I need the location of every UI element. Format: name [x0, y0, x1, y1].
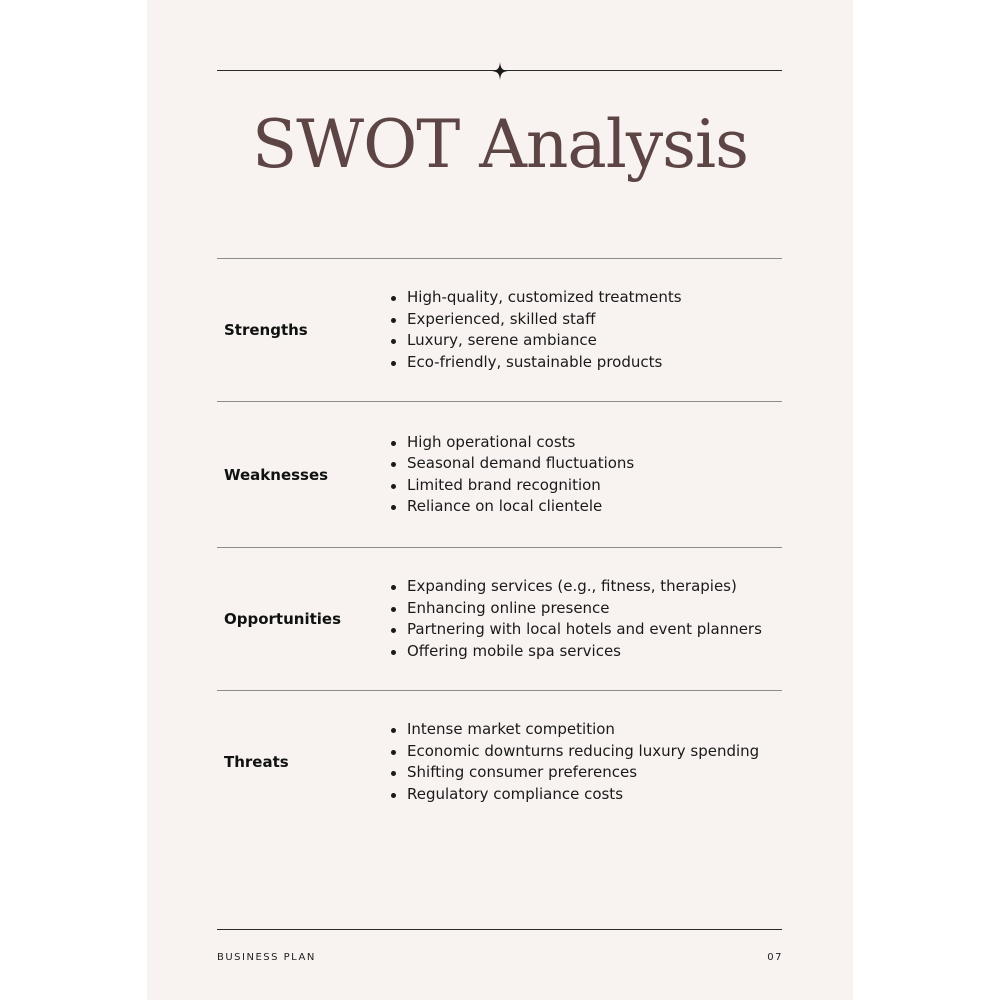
four-point-star-icon [492, 62, 508, 80]
bullet-icon [391, 728, 396, 733]
page-number: 07 [767, 952, 783, 963]
swot-row-opportunities [217, 547, 782, 690]
list-item [387, 576, 762, 598]
list-item-text: Partnering with local hotels and event planners [407, 620, 762, 638]
list-item [387, 475, 634, 497]
bullet-icon [391, 441, 396, 446]
bullet-icon [391, 793, 396, 798]
list-item-text: Luxury, serene ambiance [407, 331, 597, 349]
list-item [387, 762, 759, 784]
list-item-text: Limited brand recognition [407, 475, 601, 494]
row-label: Strengths [224, 321, 308, 339]
bullet-icon [391, 296, 396, 301]
row-label: Threats [224, 753, 289, 771]
swot-row-threats [217, 690, 782, 833]
list-item-text: High operational costs [407, 432, 576, 451]
swot-table [217, 258, 782, 833]
bullet-list [387, 432, 634, 518]
list-item [387, 619, 762, 641]
list-item-text: Regulatory compliance costs [407, 784, 624, 803]
list-item-text: Enhancing online presence [407, 598, 610, 617]
list-item-text: Expanding services (e.g., fitness, therapies) [407, 577, 737, 595]
bullet-icon [391, 771, 396, 776]
bullet-icon [391, 318, 396, 323]
list-item [387, 741, 759, 763]
list-item-text: Reliance on local clientele [407, 497, 603, 515]
list-item-text: Offering mobile spa services [407, 641, 621, 660]
swot-row-weaknesses [217, 401, 782, 547]
row-label: Weaknesses [224, 465, 329, 484]
list-item [387, 453, 634, 475]
row-label: Opportunities [224, 610, 342, 628]
bullet-list [387, 719, 759, 805]
list-item [387, 719, 759, 741]
list-item [387, 309, 682, 331]
list-item [387, 784, 759, 806]
swot-row-strengths [217, 258, 782, 401]
bullet-list [387, 576, 762, 662]
list-item [387, 496, 634, 518]
list-item [387, 598, 762, 620]
list-item [387, 641, 762, 663]
list-item [387, 432, 634, 454]
bullet-icon [391, 484, 396, 489]
bullet-icon [391, 361, 396, 366]
bullet-icon [391, 750, 396, 755]
list-item-text: Shifting consumer preferences [407, 763, 638, 781]
list-item-text: Eco-friendly, sustainable products [407, 352, 663, 371]
list-item-text: Seasonal demand fluctuations [407, 454, 635, 472]
document-page [147, 0, 853, 1000]
footer-section-title: BUSINESS PLAN [217, 952, 316, 963]
bullet-icon [391, 628, 396, 633]
bullet-icon [391, 339, 396, 344]
list-item-text: High-quality, customized treatments [407, 288, 682, 306]
bullet-icon [391, 462, 396, 467]
bullet-list [387, 287, 682, 373]
list-item [387, 330, 682, 352]
list-item-text: Experienced, skilled staff [407, 309, 596, 328]
list-item-text: Economic downturns reducing luxury spending [407, 741, 760, 760]
page-title: SWOT Analysis [252, 106, 748, 183]
bullet-icon [391, 650, 396, 655]
bullet-icon [391, 585, 396, 590]
bullet-icon [391, 505, 396, 510]
bullet-icon [391, 607, 396, 612]
bottom-divider [217, 929, 782, 930]
list-item [387, 352, 682, 374]
list-item-text: Intense market competition [407, 720, 615, 738]
list-item [387, 287, 682, 309]
